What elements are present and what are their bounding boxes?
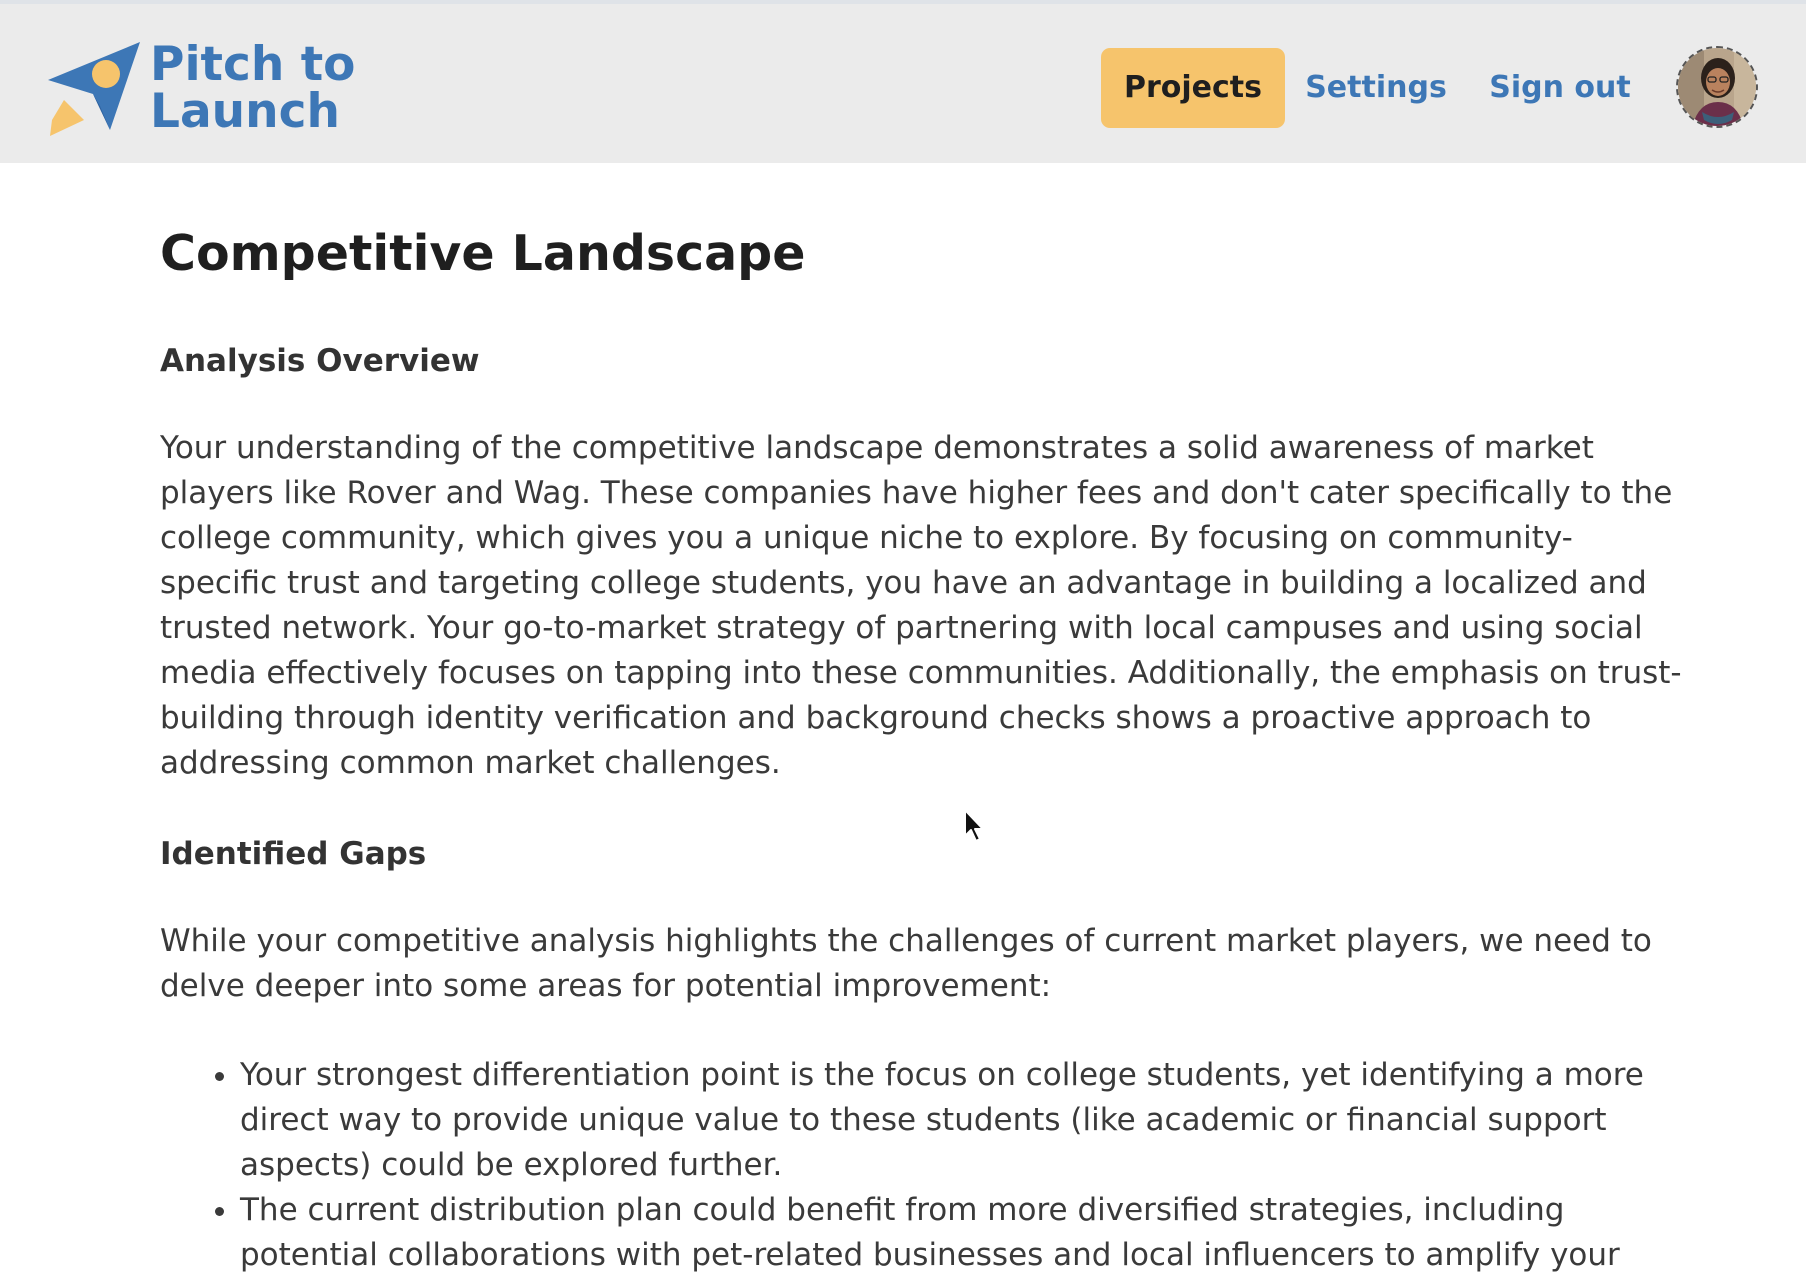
list-item [160, 1053, 1644, 1188]
identified-gaps-heading: Identified Gaps [160, 836, 427, 872]
top-navigation-bar [0, 0, 1806, 163]
identified-gaps-intro [160, 919, 1660, 1009]
paragraph-line: delve deeper into some areas for potential improvement: [160, 968, 1052, 1004]
paragraph-line: While your competitive analysis highlights the challenges of current market players, we need to [160, 923, 1652, 959]
bullet-icon [215, 1207, 224, 1216]
list-item-line: Your strongest differentiation point is the focus on college students, yet identifying a more [240, 1057, 1644, 1093]
paragraph-line: college community, which gives you a unique niche to explore. By focusing on community- [160, 520, 1573, 556]
analysis-overview-heading: Analysis Overview [160, 343, 480, 379]
list-item [160, 1188, 1644, 1278]
list-item-line: direct way to provide unique value to these students (like academic or financial support [240, 1102, 1607, 1138]
user-avatar-image [1678, 48, 1758, 128]
projects-nav-button[interactable]: Projects [1101, 48, 1285, 128]
brand-name [150, 37, 356, 139]
paragraph-line: trusted network. Your go-to-market strategy of partnering with local campuses and using social [160, 610, 1643, 646]
gaps-bullet-list [160, 1053, 1644, 1278]
paragraph-line: media effectively focuses on tapping into these communities. Additionally, the emphasis on trust- [160, 655, 1682, 691]
sign-out-link[interactable]: Sign out [1489, 70, 1631, 105]
brand-name-line1: Pitch to [150, 37, 356, 92]
page-title: Competitive Landscape [160, 225, 806, 282]
paragraph-line: building through identity verification and background checks shows a proactive approach to [160, 700, 1592, 736]
user-avatar[interactable] [1676, 46, 1758, 128]
brand-name-line2: Launch [150, 84, 340, 139]
list-item-line: aspects) could be explored further. [240, 1147, 783, 1183]
paragraph-line: Your understanding of the competitive landscape demonstrates a solid awareness of market [160, 430, 1594, 466]
paragraph-line: addressing common market challenges. [160, 745, 781, 781]
analysis-overview-paragraph [160, 426, 1682, 786]
brand-logo[interactable] [44, 37, 364, 140]
bullet-icon [215, 1072, 224, 1081]
paper-plane-logo-icon [44, 40, 148, 140]
settings-nav-link[interactable]: Settings [1305, 70, 1447, 105]
list-item-line: The current distribution plan could benefit from more diversified strategies, including [240, 1192, 1565, 1228]
mouse-pointer-icon [963, 808, 987, 844]
list-item-line: potential collaborations with pet-related businesses and local influencers to amplify your [240, 1237, 1620, 1273]
paragraph-line: players like Rover and Wag. These companies have higher fees and don't cater specifically to the [160, 475, 1673, 511]
paragraph-line: specific trust and targeting college students, you have an advantage in building a localized and [160, 565, 1647, 601]
